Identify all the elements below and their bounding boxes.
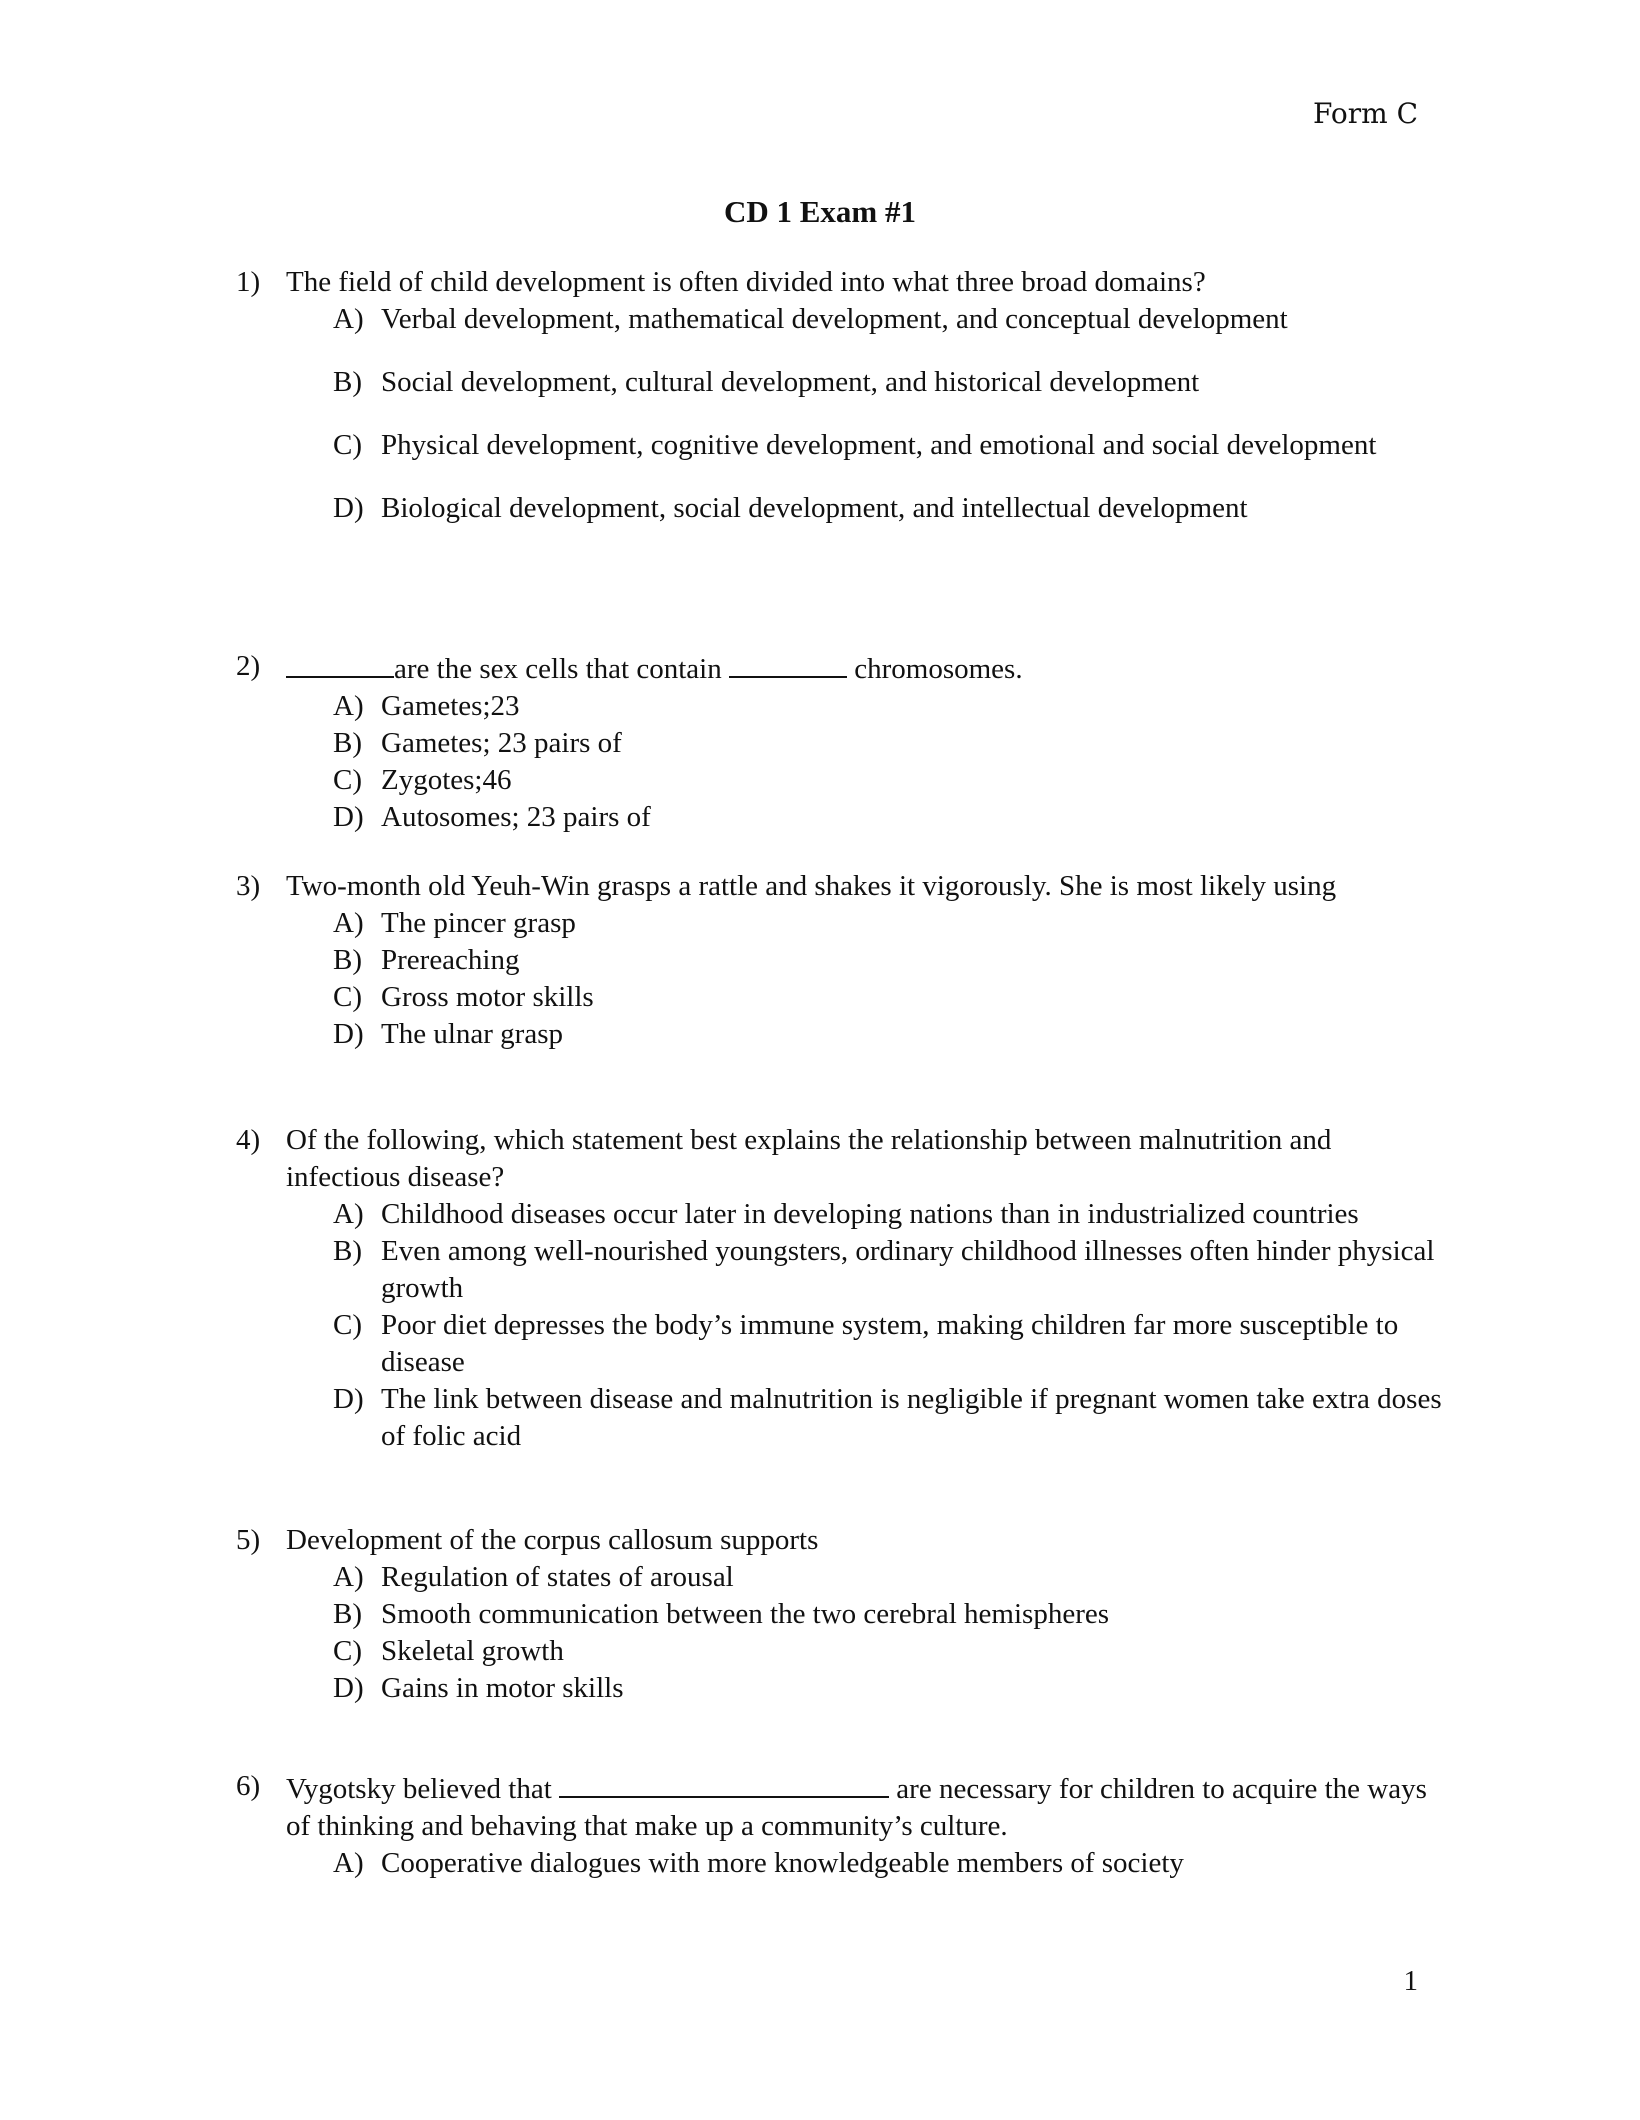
option-text: Gametes;23 <box>381 690 520 722</box>
option-text: Gametes; 23 pairs of <box>381 727 622 759</box>
option-text: Gross motor skills <box>381 981 594 1013</box>
option-letter: C) <box>333 981 362 1013</box>
option-text: Autosomes; 23 pairs of <box>381 801 651 833</box>
answer-option-c <box>333 979 1446 1016</box>
answer-option-d <box>333 799 1446 836</box>
answer-option-c <box>333 427 1446 464</box>
answer-option-d <box>333 1016 1446 1053</box>
option-text: Verbal development, mathematical development, and conceptual development <box>381 303 1288 335</box>
answer-option-d <box>333 1381 1446 1455</box>
answer-option-d <box>333 1670 1446 1707</box>
fill-in-blank <box>286 648 394 678</box>
option-text: Skeletal growth <box>381 1635 564 1667</box>
question-text: The field of child development is often divided into what three broad domains? <box>286 266 1206 298</box>
question-number: 5) <box>236 1524 261 1556</box>
option-letter: B) <box>333 366 362 398</box>
option-letter: C) <box>333 429 362 461</box>
answer-options <box>333 1196 1446 1455</box>
question-stem <box>236 1522 1446 1559</box>
option-letter: C) <box>333 1309 362 1341</box>
option-letter: A) <box>333 1198 364 1230</box>
option-text: Gains in motor skills <box>381 1672 624 1704</box>
option-text: Biological development, social development, and intellectual development <box>381 492 1248 524</box>
answer-options <box>333 905 1446 1053</box>
answer-option-b <box>333 942 1446 979</box>
question-number: 1) <box>236 266 261 298</box>
option-text: Poor diet depresses the body’s immune system, making children far more susceptible to disease <box>381 1309 1399 1378</box>
question-4 <box>236 1122 1446 1455</box>
option-letter: D) <box>333 801 364 833</box>
option-letter: B) <box>333 944 362 976</box>
answer-option-b <box>333 1233 1446 1307</box>
question-text: Of the following, which statement best explains the relationship between malnutrition and infectious disease? <box>286 1124 1332 1193</box>
option-text: Zygotes;46 <box>381 764 512 796</box>
form-label: Form C <box>1312 97 1418 130</box>
question-stem <box>236 1122 1446 1196</box>
option-text: The link between disease and malnutrition is negligible if pregnant women take extra doses of folic acid <box>381 1383 1442 1452</box>
option-letter: A) <box>333 1847 364 1879</box>
option-letter: B) <box>333 1598 362 1630</box>
option-letter: C) <box>333 764 362 796</box>
option-letter: D) <box>333 1672 364 1704</box>
option-letter: D) <box>333 492 364 524</box>
question-2 <box>236 648 1446 836</box>
option-letter: A) <box>333 303 364 335</box>
option-text: Physical development, cognitive development, and emotional and social development <box>381 429 1377 461</box>
answer-option-a <box>333 688 1446 725</box>
option-letter: D) <box>333 1383 364 1415</box>
option-text: Smooth communication between the two cerebral hemispheres <box>381 1598 1110 1630</box>
answer-options <box>333 1845 1446 1882</box>
answer-option-a <box>333 1845 1446 1882</box>
question-stem <box>236 648 1446 688</box>
answer-option-a <box>333 301 1446 338</box>
answer-option-c <box>333 762 1446 799</box>
option-letter: A) <box>333 1561 364 1593</box>
option-letter: A) <box>333 690 364 722</box>
option-text: Cooperative dialogues with more knowledgeable members of society <box>381 1847 1184 1879</box>
question-number: 6) <box>236 1770 261 1802</box>
answer-option-c <box>333 1307 1446 1381</box>
option-letter: B) <box>333 1235 362 1267</box>
answer-option-c <box>333 1633 1446 1670</box>
exam-title: CD 1 Exam #1 <box>723 194 917 229</box>
fill-in-blank <box>729 648 847 678</box>
question-number: 3) <box>236 870 261 902</box>
question-text-part1: Vygotsky believed that <box>286 1773 552 1805</box>
answer-option-a <box>333 1559 1446 1596</box>
option-text: Prereaching <box>381 944 520 976</box>
answer-option-b <box>333 1596 1446 1633</box>
question-number: 2) <box>236 650 261 682</box>
question-1 <box>236 264 1446 527</box>
option-letter: A) <box>333 907 364 939</box>
option-text: The ulnar grasp <box>381 1018 563 1050</box>
option-text: Even among well-nourished youngsters, ordinary childhood illnesses often hinder physical growth <box>381 1235 1435 1304</box>
answer-options <box>333 301 1446 527</box>
option-text: Regulation of states of arousal <box>381 1561 734 1593</box>
question-text-part1: are the sex cells that contain <box>394 653 722 685</box>
option-text: Social development, cultural development, and historical development <box>381 366 1200 398</box>
option-text: The pincer grasp <box>381 907 576 939</box>
question-number: 4) <box>236 1124 261 1156</box>
question-text: Development of the corpus callosum supports <box>286 1524 819 1556</box>
question-text: Two-month old Yeuh-Win grasps a rattle and shakes it vigorously. She is most likely using <box>286 870 1337 902</box>
question-text-part2: chromosomes. <box>854 653 1023 685</box>
page-number: 1 <box>1403 1965 1418 1997</box>
question-text-part2: are necessary for children to acquire the ways of thinking and behaving that make up a community’s culture. <box>286 1773 1427 1842</box>
answer-option-a <box>333 905 1446 942</box>
answer-option-d <box>333 490 1446 527</box>
answer-option-b <box>333 725 1446 762</box>
question-stem <box>236 868 1446 905</box>
question-5 <box>236 1522 1446 1707</box>
fill-in-blank <box>559 1768 889 1798</box>
question-3 <box>236 868 1446 1053</box>
option-letter: C) <box>333 1635 362 1667</box>
option-letter: D) <box>333 1018 364 1050</box>
answer-option-a <box>333 1196 1446 1233</box>
question-stem <box>236 1768 1446 1845</box>
answer-options <box>333 1559 1446 1707</box>
answer-option-b <box>333 364 1446 401</box>
option-text: Childhood diseases occur later in developing nations than in industrialized countries <box>381 1198 1359 1230</box>
option-letter: B) <box>333 727 362 759</box>
question-6 <box>236 1768 1446 1882</box>
question-stem <box>236 264 1446 301</box>
answer-options <box>333 688 1446 836</box>
